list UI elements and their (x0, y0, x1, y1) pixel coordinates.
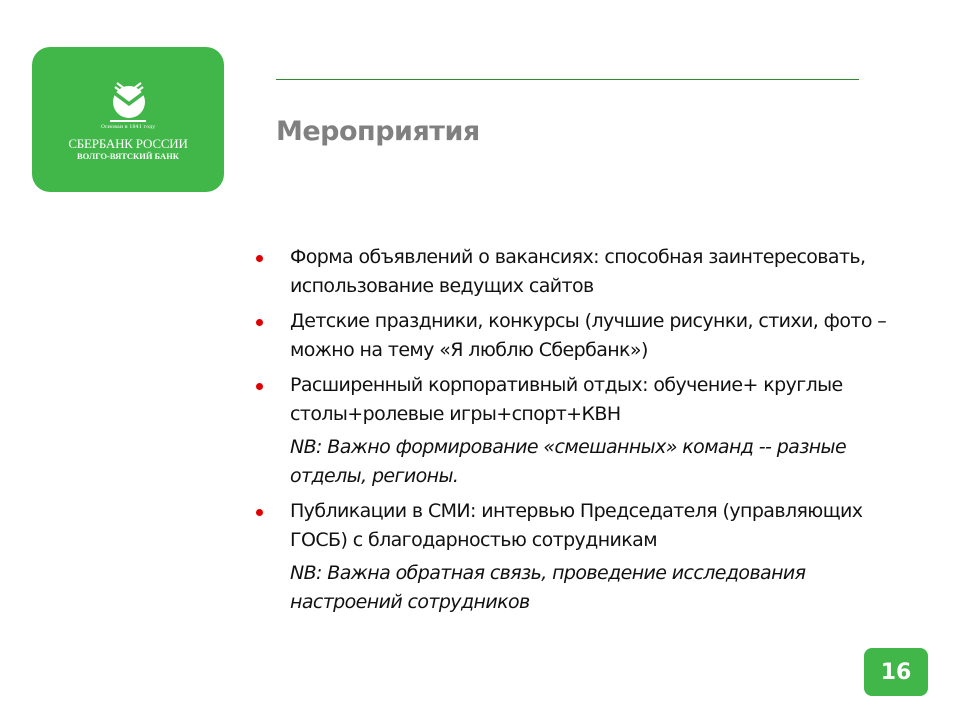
list-item-note: NB: Важна обратная связь, проведение исследования настроений сотрудников (290, 562, 806, 613)
sberbank-logo (32, 47, 224, 192)
list-item (254, 243, 894, 301)
bullet-icon (256, 319, 263, 326)
bullet-icon (256, 383, 263, 390)
bullet-icon (256, 509, 263, 516)
logo-bank-subtitle: ВОЛГО-ВЯТСКИЙ БАНК (77, 151, 179, 161)
list-item-text: Детские праздники, конкурсы (лучшие рисунки, стихи, фото – можно на тему «Я люблю Сбербанк») (290, 310, 887, 361)
list-item-text: Публикации в СМИ: интервью Председателя (управляющих ГОСБ) с благодарностью сотрудникам (290, 500, 863, 551)
list-item (254, 371, 894, 429)
bullet-list (254, 243, 894, 623)
logo-divider (110, 120, 146, 122)
logo-founded-text: Основан в 1841 году (100, 124, 156, 130)
list-item (254, 497, 894, 555)
list-item (254, 307, 894, 365)
logo-bank-name: СБЕРБАНК РОССИИ (68, 136, 188, 151)
title-divider (276, 79, 859, 80)
slide-title: Мероприятия (276, 116, 480, 147)
list-item-text: Форма объявлений о вакансиях: способная заинтересовать, использование ведущих сайтов (290, 246, 866, 297)
page-number-badge: 16 (864, 648, 928, 696)
list-item-note: NB: Важно формирование «смешанных» команд -- разные отделы, регионы. (290, 436, 847, 487)
sberbank-emblem-icon (110, 81, 148, 119)
bullet-icon (256, 255, 263, 262)
list-item-text: Расширенный корпоративный отдых: обучение+ круглые столы+ролевые игры+спорт+КВН (290, 374, 843, 425)
